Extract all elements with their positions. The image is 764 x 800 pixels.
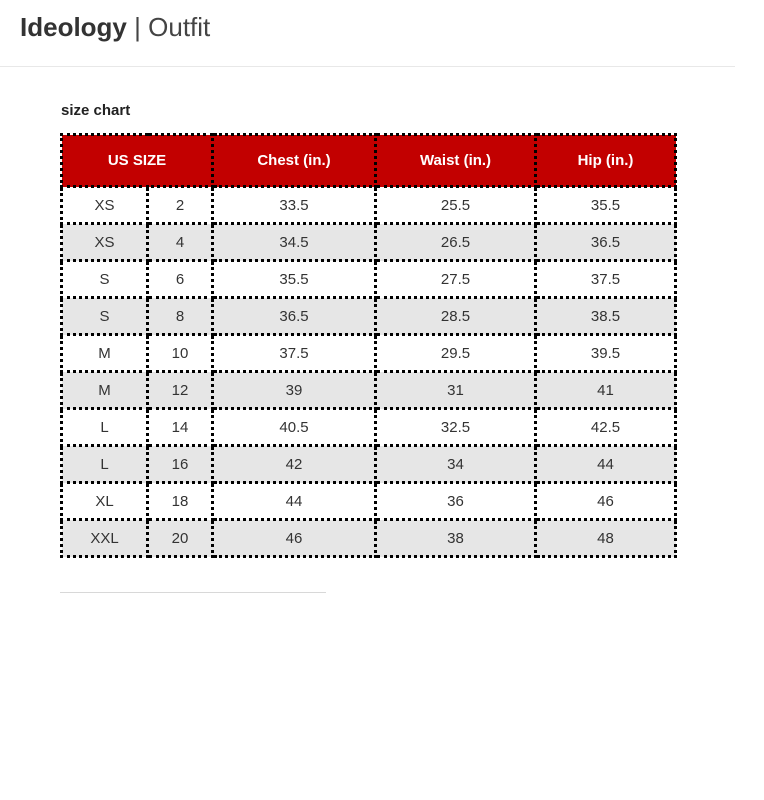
size-number-cell: 4 [148,224,213,261]
size-chart-table [60,133,677,558]
size-number-cell: 16 [148,446,213,483]
table-row [62,409,676,446]
waist-cell: 26.5 [376,224,536,261]
size-label-cell: XL [62,483,148,520]
hip-cell: 44 [536,446,676,483]
table-row [62,261,676,298]
size-number-cell: 2 [148,187,213,224]
hip-cell: 48 [536,520,676,557]
waist-cell: 38 [376,520,536,557]
size-number-cell: 20 [148,520,213,557]
waist-cell: 31 [376,372,536,409]
table-header-row [62,135,676,187]
section-title: size chart [61,102,131,119]
size-number-cell: 6 [148,261,213,298]
chest-cell: 34.5 [213,224,376,261]
chest-cell: 33.5 [213,187,376,224]
waist-cell: 27.5 [376,261,536,298]
hip-cell: 42.5 [536,409,676,446]
table-row [62,335,676,372]
size-label-cell: XS [62,187,148,224]
hip-cell: 35.5 [536,187,676,224]
size-label-cell: M [62,372,148,409]
chest-cell: 35.5 [213,261,376,298]
hip-cell: 41 [536,372,676,409]
table-row [62,372,676,409]
waist-cell: 34 [376,446,536,483]
waist-cell: 36 [376,483,536,520]
table-row [62,224,676,261]
waist-cell: 25.5 [376,187,536,224]
size-label-cell: L [62,446,148,483]
hip-cell: 37.5 [536,261,676,298]
hip-cell: 38.5 [536,298,676,335]
size-number-cell: 14 [148,409,213,446]
hip-cell: 46 [536,483,676,520]
size-label-cell: XS [62,224,148,261]
table-row [62,187,676,224]
waist-cell: 29.5 [376,335,536,372]
table-row [62,483,676,520]
hip-cell: 36.5 [536,224,676,261]
hip-header: Hip (in.) [536,135,676,187]
chest-cell: 36.5 [213,298,376,335]
chest-cell: 39 [213,372,376,409]
table-row [62,298,676,335]
size-number-cell: 8 [148,298,213,335]
table-row [62,520,676,557]
size-label-cell: S [62,261,148,298]
size-label-cell: L [62,409,148,446]
chest-cell: 44 [213,483,376,520]
page-header [20,12,210,42]
header-separator: | [134,12,141,42]
header-divider [0,66,735,67]
us-size-header: US SIZE [62,135,213,187]
size-number-cell: 10 [148,335,213,372]
header-subtitle: Outfit [148,12,211,42]
size-label-cell: XXL [62,520,148,557]
waist-cell: 28.5 [376,298,536,335]
chest-cell: 37.5 [213,335,376,372]
chest-cell: 42 [213,446,376,483]
size-number-cell: 18 [148,483,213,520]
chest-cell: 46 [213,520,376,557]
brand-name: Ideology [20,12,127,42]
bottom-divider [60,592,326,593]
chest-cell: 40.5 [213,409,376,446]
chest-header: Chest (in.) [213,135,376,187]
size-number-cell: 12 [148,372,213,409]
waist-cell: 32.5 [376,409,536,446]
waist-header: Waist (in.) [376,135,536,187]
table-row [62,446,676,483]
hip-cell: 39.5 [536,335,676,372]
size-label-cell: S [62,298,148,335]
size-label-cell: M [62,335,148,372]
